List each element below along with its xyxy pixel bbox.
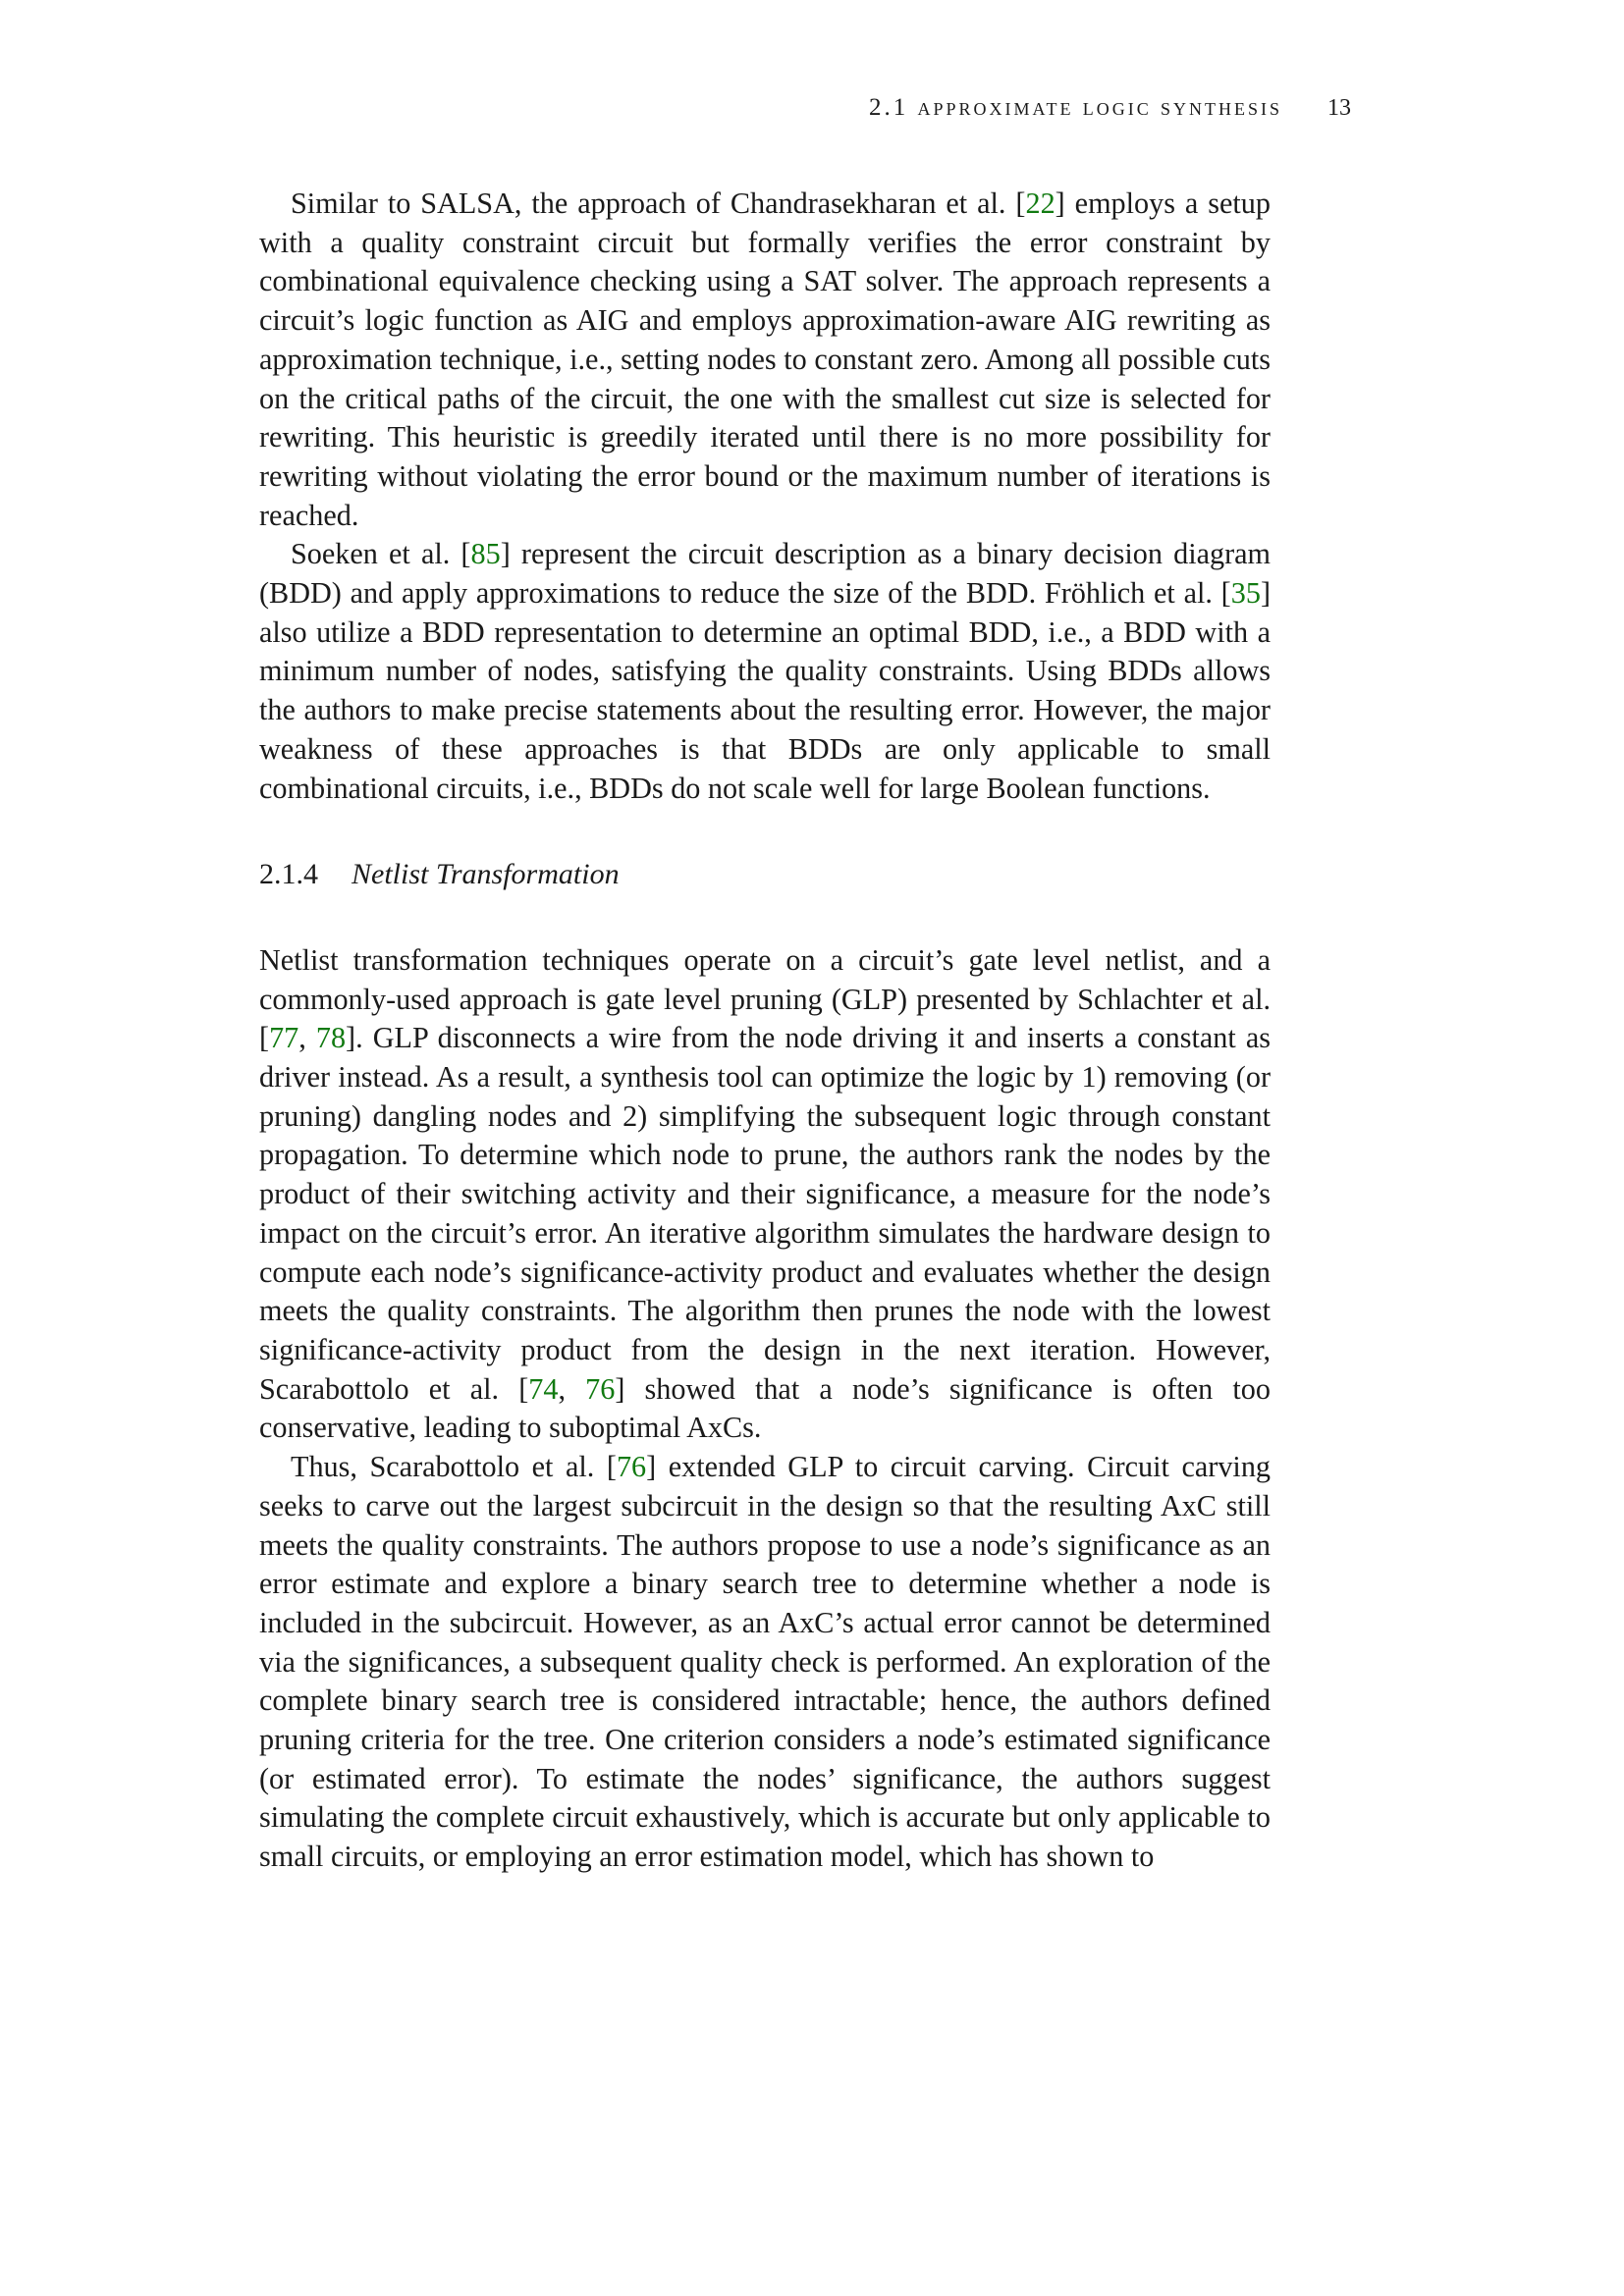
paragraph-circuit-carving: [259, 1448, 1271, 1877]
text-run: ] represent the circuit description as a binary decision diagram (BDD) and apply approximations to reduce the size of the BDD. Fröhlich et al. [: [259, 537, 1272, 611]
citation-link[interactable]: 77: [269, 1021, 299, 1055]
paragraph-soeken: [259, 535, 1271, 808]
subsection-heading: [259, 855, 1271, 894]
text-run: ,: [298, 1021, 316, 1055]
text-run: ] showed that a node’s significance is often too conservative, leading to suboptimal AxCs.: [259, 1371, 1271, 1445]
text-run: Netlist transformation techniques operate on a circuit’s gate level netlist, and a commonly-used approach is gate level pruning (GLP) presented by Schlachter et al. [: [259, 942, 1271, 1055]
citation-link[interactable]: 74: [528, 1371, 559, 1406]
text-run: ] also utilize a BDD representation to determine an optimal BDD, i.e., a BDD with a minimum number of nodes, satisfying the quality constraints. Using BDDs allows the authors to make precise statements about the resulting error. However, the major weakness of these approaches is that BDDs are only applicable to small combinational circuits, i.e., BDDs do not scale well for large Boolean functions.: [259, 576, 1271, 805]
text-run: Soeken et al. [: [291, 537, 471, 571]
running-header-section: 2.1 approximate logic synthesis: [868, 94, 1282, 121]
citation-link[interactable]: 76: [616, 1450, 647, 1484]
text-run: Similar to SALSA, the approach of Chandrasekharan et al. [: [291, 187, 1026, 220]
paragraph-netlist-transformation: [259, 941, 1271, 1448]
citation-link[interactable]: 35: [1230, 576, 1261, 611]
text-run: ] employs a setup with a quality constraint circuit but formally verifies the error constraint by combinational equivalence checking using a SAT solver. The approach represents a circuit’s logic function as AIG and employs approximation-aware AIG rewriting as approximation technique, i.e., setting nodes to constant zero. Among all possible cuts on the critical paths of the circuit, the one with the smallest cut size is selected for rewriting. This heuristic is greedily iterated until there is no more possibility for rewriting without violating the error bound or the maximum number of iterations is reached.: [259, 187, 1271, 532]
citation-link[interactable]: 78: [315, 1021, 347, 1055]
text-run: Thus, Scarabottolo et al. [: [291, 1450, 617, 1484]
page-number: 13: [1327, 95, 1351, 121]
running-header: [259, 94, 1351, 122]
page-body: [259, 185, 1271, 1877]
text-run: ,: [558, 1371, 586, 1406]
text-run: ] extended GLP to circuit carving. Circuit carving seeks to carve out the largest subcircuit in the design so that the resulting AxC still meets the quality constraints. The authors propose to use a node’s significance as an error estimate and explore a binary search tree to determine whether a node is included in the subcircuit. However, as an AxC’s actual error cannot be determined via the significances, a subsequent quality check is performed. An exploration of the complete binary search tree is considered intractable; hence, the authors defined pruning criteria for the tree. One criterion considers a node’s estimated significance (or estimated error). To estimate the nodes’ significance, the authors suggest simulating the complete circuit exhaustively, which is accurate but only applicable to small circuits, or employing an error estimation model, which has shown to: [259, 1450, 1272, 1874]
subsection-number: 2.1.4: [259, 858, 318, 891]
subsection-title: Netlist Transformation: [352, 858, 620, 891]
paragraph-chandrasekharan: [259, 185, 1271, 535]
citation-link[interactable]: 76: [585, 1371, 616, 1406]
citation-link[interactable]: 22: [1025, 187, 1056, 220]
citation-link[interactable]: 85: [470, 537, 501, 571]
text-run: ]. GLP disconnects a wire from the node driving it and inserts a constant as driver instead. As a result, a synthesis tool can optimize the logic by 1) removing (or pruning) dangling nodes and 2) simplifying the subsequent logic through constant propagation. To determine which node to prune, the authors rank the nodes by the product of their switching activity and their significance, a measure for the node’s impact on the circuit’s error. An iterative algorithm simulates the hardware design to compute each node’s significance-activity product and evaluates whether the design meets the quality constraints. The algorithm then prunes the node with the lowest significance-activity product from the design in the next iteration. However, Scarabottolo et al. [: [259, 1021, 1271, 1406]
